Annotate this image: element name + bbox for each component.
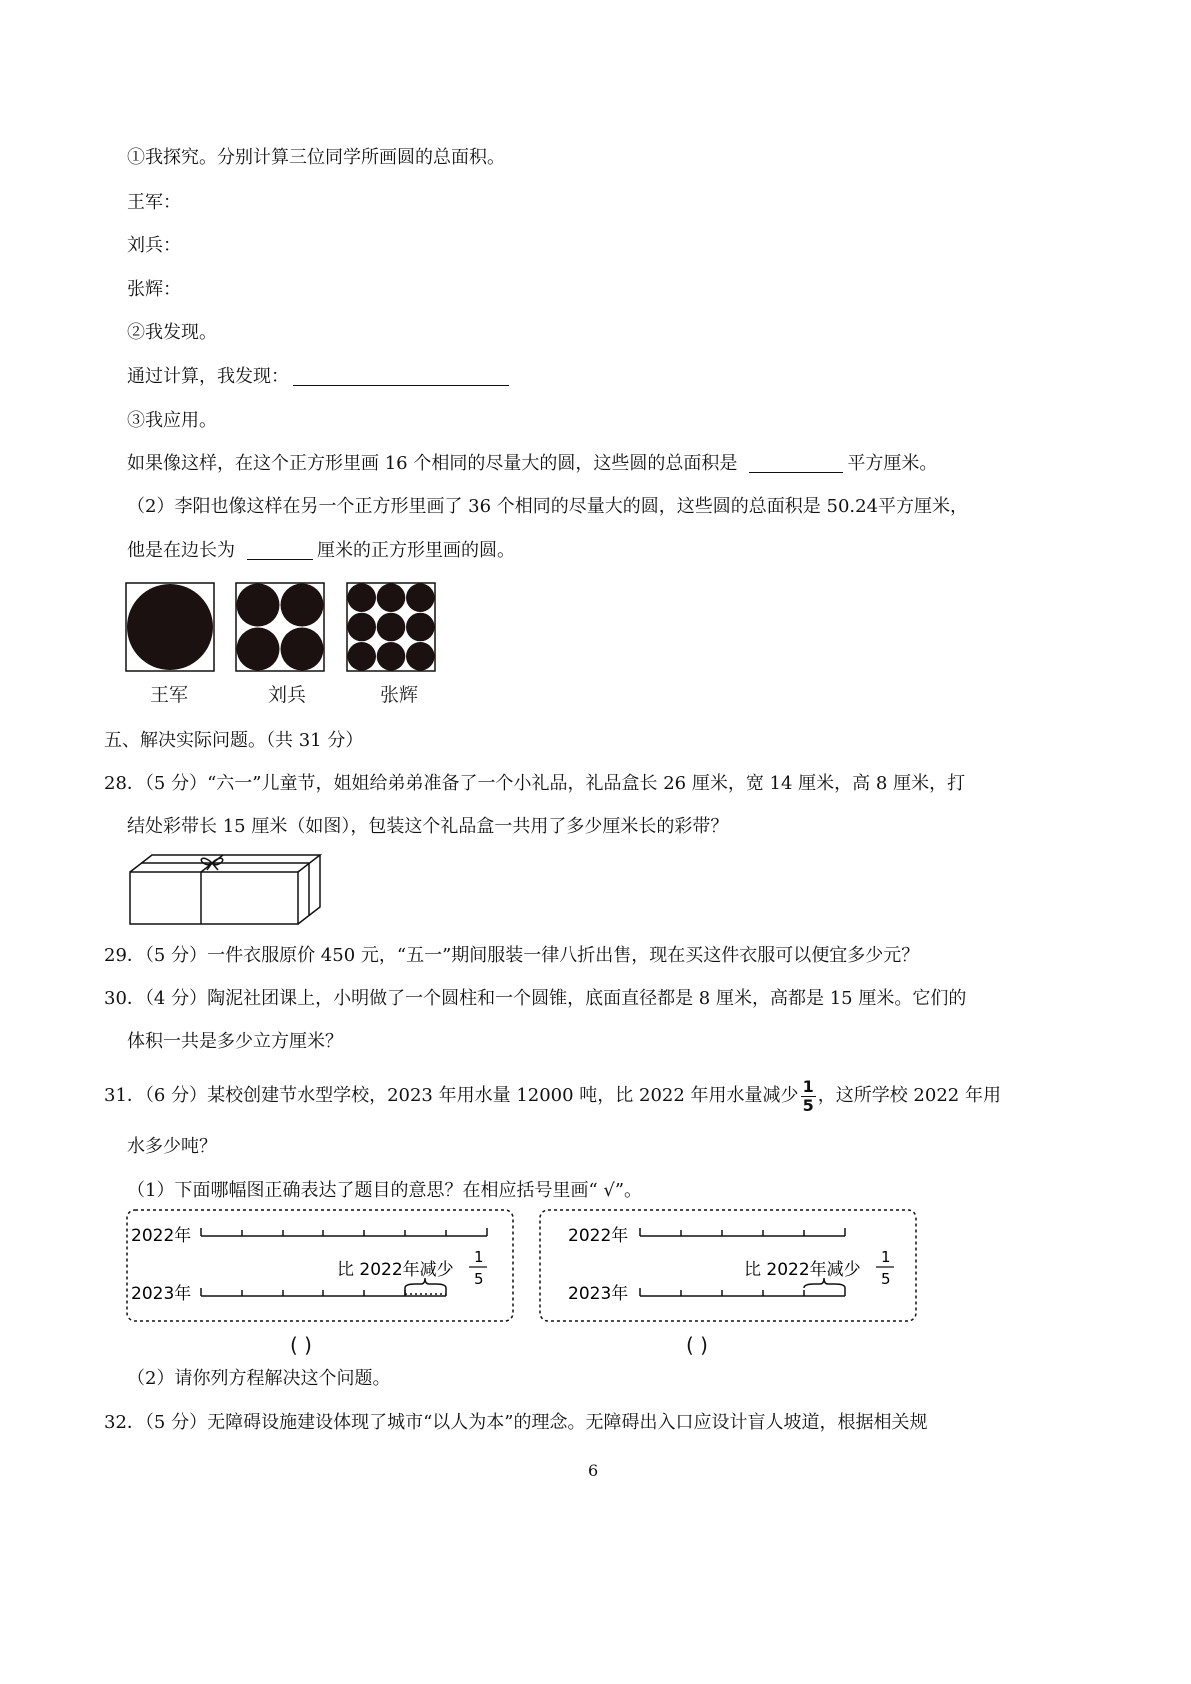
q27-part2-line2 <box>127 538 515 564</box>
label-wangjun: 王军 <box>150 684 189 706</box>
fraction-denominator: 5 <box>802 1095 814 1115</box>
q31-line1-a: 31．（6 分）某校创建节水型学校，2023 年用水量 12000 吨，比 2022 年用水量减少 <box>104 1085 799 1106</box>
q31-line1-b: ，这所学校 2022 年用 <box>817 1085 1001 1106</box>
answer-paren-a[interactable]: ( ) <box>290 1333 312 1357</box>
q31-line1 <box>104 1076 1001 1116</box>
q27-apply-line <box>127 451 937 477</box>
q27-liu: 刘兵： <box>127 235 181 256</box>
diagram-b <box>538 1208 920 1324</box>
square-liubing <box>236 583 324 671</box>
square-wangjun <box>126 583 214 671</box>
q31-part2: （2）请你列方程解决这个问题。 <box>127 1368 391 1389</box>
q27-part2-line1: （2）李阳也像这样在另一个正方形里画了 36 个相同的尽量大的圆，这些圆的总面积是 50.24平方厘米， <box>127 496 969 517</box>
q27-step3: ③我应用。 <box>127 410 217 431</box>
q29-text: 29．（5 分）一件衣服原价 450 元，“五一”期间服装一律八折出售，现在买这件衣服可以便宜多少元？ <box>104 945 920 966</box>
q27-part2-unit: 厘米的正方形里画的圆。 <box>317 540 515 561</box>
diagram-a-label-2023: 2023年 <box>131 1284 192 1304</box>
q31-line2: 水多少吨？ <box>127 1136 217 1157</box>
q28-line1: 28．（5 分）“六一”儿童节，姐姐给弟弟准备了一个小礼品，礼品盒长 26 厘米，宽 14 厘米，高 8 厘米，打 <box>104 773 966 794</box>
diagram-b-compare: 比 2022年减少 <box>744 1260 861 1280</box>
diagram-a-label-2022: 2022年 <box>131 1226 192 1246</box>
section-title: 五、解决实际问题。（共 31 分） <box>104 730 364 751</box>
q27-step1: ①我探究。分别计算三位同学所画圆的总面积。 <box>127 147 505 168</box>
q27-discover-text: 通过计算，我发现： <box>127 366 289 387</box>
q27-apply-text: 如果像这样，在这个正方形里画 16 个相同的尽量大的圆，这些圆的总面积是 <box>127 453 738 474</box>
q27-discover-line <box>127 364 513 390</box>
fraction-one-fifth <box>801 1078 816 1115</box>
q28-line2: 结处彩带长 15 厘米（如图），包装这个礼品盒一共用了多少厘米长的彩带？ <box>127 816 729 837</box>
q31-part1: （1）下面哪幅图正确表达了题目的意思？在相应括号里画“ √”。 <box>127 1180 643 1201</box>
diagram-a-num: 1 <box>474 1248 484 1266</box>
square-zhanghui <box>347 583 435 671</box>
diagram-b-label-2022: 2022年 <box>568 1226 629 1246</box>
q32-line1: 32．（5 分）无障碍设施建设体现了城市“以人为本”的理念。无障碍出入口应设计盲人坡道，根据相关规 <box>104 1412 928 1433</box>
q27-step2: ②我发现。 <box>127 322 217 343</box>
answer-blank-area[interactable] <box>749 452 843 473</box>
q27-wang: 王军： <box>127 192 181 213</box>
diagram-a <box>125 1208 517 1324</box>
gift-box-figure <box>125 850 330 930</box>
diagram-b-num: 1 <box>881 1248 891 1266</box>
q30-line1: 30．（4 分）陶泥社团课上，小明做了一个圆柱和一个圆锥，底面直径都是 8 厘米，高都是 15 厘米。它们的 <box>104 988 967 1009</box>
label-liubing: 刘兵 <box>268 684 307 706</box>
q30-line2: 体积一共是多少立方厘米？ <box>127 1031 343 1052</box>
page-number: 6 <box>588 1461 599 1480</box>
diagram-a-compare: 比 2022年减少 <box>337 1260 454 1280</box>
answer-paren-b[interactable]: ( ) <box>686 1333 708 1357</box>
diagram-b-den: 5 <box>881 1270 891 1288</box>
q27-apply-unit: 平方厘米。 <box>847 453 938 474</box>
label-zhanghui: 张辉 <box>380 684 419 706</box>
circles-figure <box>120 578 450 678</box>
answer-blank-side[interactable] <box>247 539 313 560</box>
fraction-numerator: 1 <box>802 1076 814 1096</box>
answer-blank-discover[interactable] <box>293 365 509 386</box>
diagram-b-label-2023: 2023年 <box>568 1284 629 1304</box>
q27-zhang: 张辉： <box>127 279 181 300</box>
q27-part2-text: 他是在边长为 <box>127 540 235 561</box>
diagram-a-den: 5 <box>474 1270 484 1288</box>
